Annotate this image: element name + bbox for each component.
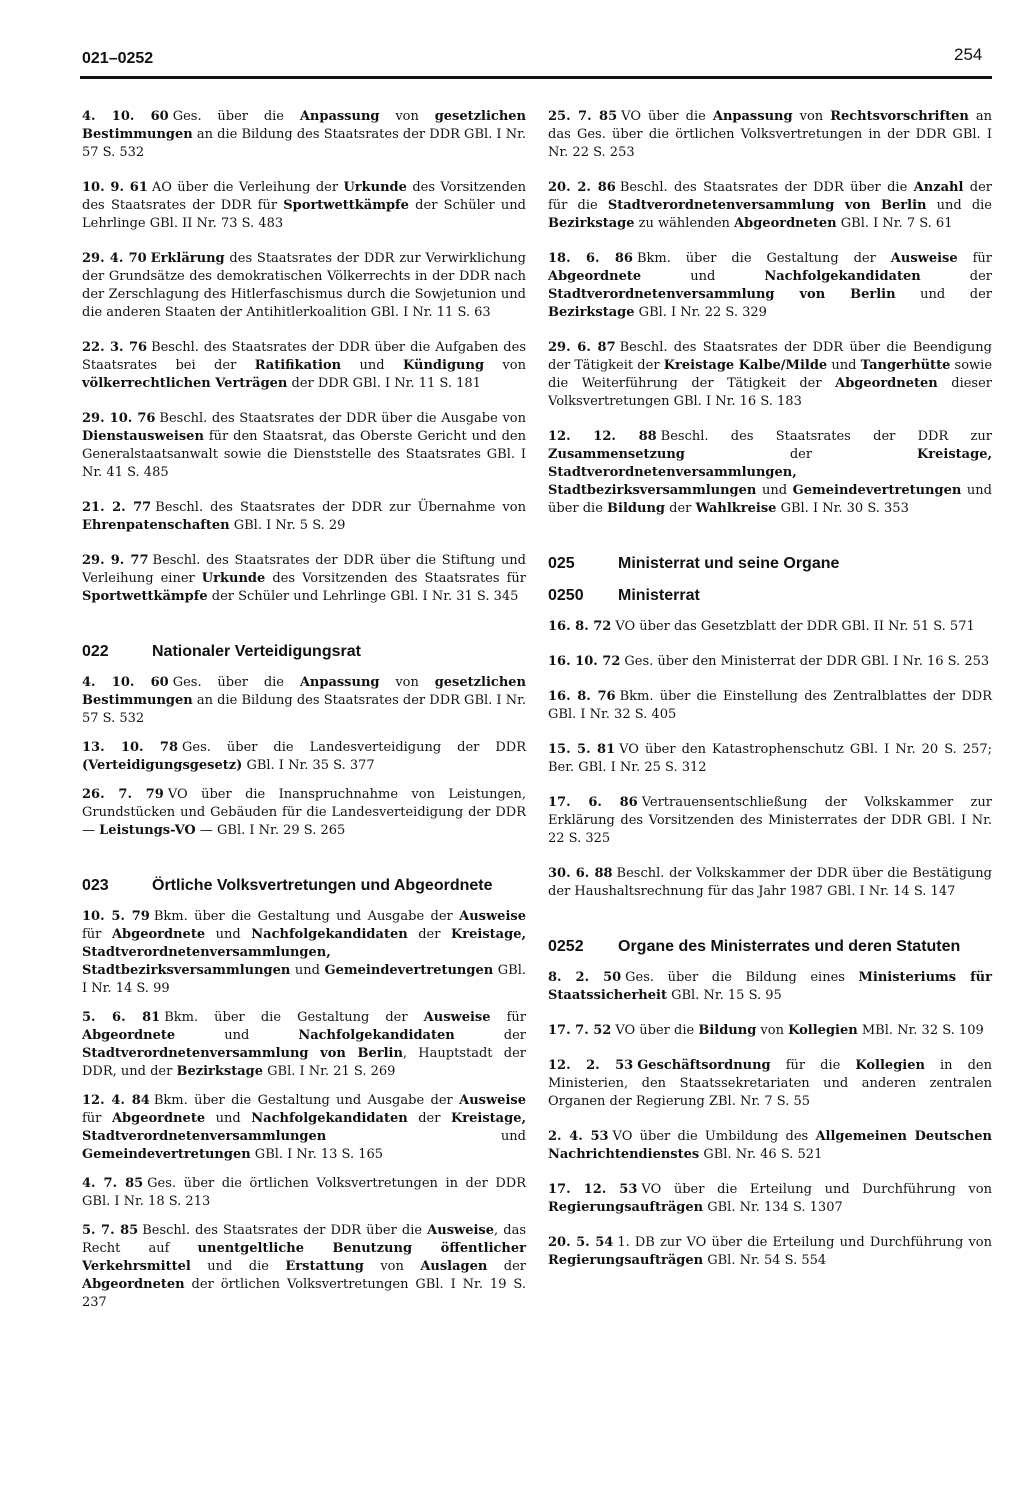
entry-text: des Vorsitzenden des Staatsrates der DDR für — [82, 180, 526, 213]
keyword: Abgeordneten — [835, 376, 938, 391]
entry-text: , Hauptstadt der DDR, und der — [82, 1046, 526, 1079]
entry-text: Ges. über den Ministerrat der DDR GBl. I Nr. 16 S. 253 — [624, 654, 990, 669]
entry-text: und — [175, 1028, 299, 1043]
keyword: Tangerhütte — [860, 358, 951, 373]
entry-list — [82, 674, 526, 840]
entry-text: VO über die — [621, 109, 713, 124]
entry-text: Beschl. des Staatsrates der DDR zur Übernahme von — [155, 500, 526, 515]
entry-date: 16. 10. 72 — [548, 654, 621, 669]
entry-date: 29. 9. 77 — [82, 553, 149, 568]
entry-text: Bkm. über die Gestaltung der — [164, 1010, 424, 1025]
entry-text: der für die — [548, 180, 992, 213]
entry-text: Bkm. über die Einstellung des Zentralblattes der DDR GBl. I Nr. 32 S. 405 — [548, 689, 992, 722]
keyword: Rechtsvorschriften — [830, 109, 969, 124]
entry-text: und — [326, 1129, 526, 1144]
law-entry — [548, 688, 992, 724]
entry-text: des Staatsrates der DDR zur Verwirklichung der Grundsätze des demokratischen Völkerrechts in der DDR nach der Zerschlagung des Hitlerfaschismus durch die Sowjetunion und die anderen Staaten der Antihitlerkoalition GBl. I Nr. 11 S. 63 — [82, 251, 526, 320]
entry-text: MBl. Nr. 32 S. 109 — [857, 1023, 984, 1038]
entry-text: VO über die Inanspruchnahme von Leistungen, Grundstücken und Gebäuden für die Landesverteidigung der DDR — — [82, 787, 526, 838]
law-entry — [82, 786, 526, 840]
entry-text: 1. DB zur VO über die Erteilung und Durchführung von — [617, 1235, 992, 1250]
section-title: Nationaler Verteidigungsrat — [152, 643, 361, 660]
entry-date: 5. 7. 85 — [82, 1223, 139, 1238]
entry-text: GBl. Nr. 15 S. 95 — [666, 988, 782, 1003]
keyword: Bildung — [698, 1023, 757, 1038]
law-entry — [548, 339, 992, 411]
keyword: Kreistage, Stadtverordnetenversammlungen — [82, 1111, 526, 1144]
entry-text: von — [756, 1023, 789, 1038]
entry-list — [548, 969, 992, 1270]
entry-date: 29. 10. 76 — [82, 411, 156, 426]
page-number: 254 — [954, 45, 983, 64]
keyword: Urkunde — [343, 180, 407, 195]
entry-date: 16. 8. 76 — [548, 689, 616, 704]
entry-date: 20. 5. 54 — [548, 1235, 614, 1250]
entry-text: Ges. über die örtlichen Volksvertretungen in der DDR GBl. I Nr. 18 S. 213 — [82, 1176, 526, 1209]
entry-text: an das Ges. über die örtlichen Volksvertretungen in der DDR GBl. I Nr. 22 S. 253 — [548, 109, 992, 160]
entry-text: für — [82, 1111, 112, 1126]
law-entry — [548, 865, 992, 901]
law-entry — [548, 1022, 992, 1040]
entry-text: zu wählenden — [634, 216, 735, 231]
keyword: Erstattung — [285, 1259, 364, 1274]
entry-date: 17. 12. 53 — [548, 1182, 638, 1197]
entry-text: , das Recht auf — [82, 1223, 526, 1256]
entry-date: 17. 6. 86 — [548, 795, 638, 810]
entry-text: Beschl. des Staatsrates der DDR über die — [142, 1223, 428, 1238]
law-entry — [82, 1222, 526, 1312]
right-column — [548, 108, 992, 1287]
section-heading-025 — [548, 554, 992, 574]
keyword: Ausweise — [459, 909, 526, 924]
law-entry — [82, 339, 526, 393]
entry-list — [548, 108, 992, 518]
law-entry — [548, 179, 992, 233]
running-header-range: 021–0252 — [82, 50, 154, 67]
law-entry — [82, 552, 526, 606]
entry-text: an die Bildung des Staatsrates der DDR GBl. I Nr. 57 S. 532 — [82, 127, 526, 160]
entry-text: VO über die — [615, 1023, 699, 1038]
entry-text: Beschl. des Staatsrates der DDR über die Stiftung und Verleihung einer — [82, 553, 526, 586]
entry-text: von — [363, 1259, 421, 1274]
entry-text: GBl. I Nr. 22 S. 329 — [634, 305, 767, 320]
keyword: Nachfolgekandidaten — [251, 927, 408, 942]
keyword: Abgeordnete — [111, 927, 206, 942]
law-entry — [548, 1181, 992, 1217]
entry-text: und — [827, 358, 861, 373]
entry-text: GBl. I Nr. 7 S. 61 — [836, 216, 953, 231]
entry-text: und — [641, 269, 765, 284]
entry-text: Beschl. des Staatsrates der DDR über die Beendigung der Tätigkeit der — [548, 340, 992, 373]
entry-text: von — [379, 675, 435, 690]
entry-text: Ges. über die — [172, 109, 300, 124]
keyword: Abgeordneten — [734, 216, 837, 231]
keyword: Erklärung — [150, 251, 225, 266]
law-entry — [548, 653, 992, 671]
entry-text: Bkm. über die Gestaltung und Ausgabe der — [153, 1093, 460, 1108]
law-entry — [82, 1009, 526, 1081]
law-entry — [82, 674, 526, 728]
entry-text: von — [484, 358, 526, 373]
entry-text: und — [205, 927, 252, 942]
entry-date: 22. 3. 76 — [82, 340, 148, 355]
entry-text: VO über den Katastrophenschutz GBl. I Nr. 20 S. 257; Ber. GBl. I Nr. 25 S. 312 — [548, 742, 992, 775]
keyword: Nachfolgekandidaten — [251, 1111, 408, 1126]
entry-date: 29. 6. 87 — [548, 340, 616, 355]
law-entry — [82, 499, 526, 535]
law-entry — [548, 1128, 992, 1164]
entry-text: der — [665, 501, 696, 516]
entry-text: Bkm. über die Gestaltung der — [636, 251, 891, 266]
keyword: Ausweise — [890, 251, 958, 266]
entry-text: VO über die Erteilung und Durchführung von — [641, 1182, 992, 1197]
keyword: Bildung — [607, 501, 665, 516]
entry-date: 10. 5. 79 — [82, 909, 150, 924]
entry-text: der örtlichen Volksvertretungen GBl. I Nr. 19 S. 237 — [82, 1277, 526, 1310]
entry-text: — GBl. I Nr. 29 S. 265 — [195, 823, 346, 838]
keyword: Regierungsaufträgen — [548, 1200, 704, 1215]
entry-date: 4. 7. 85 — [82, 1176, 144, 1191]
entry-list — [82, 908, 526, 1312]
law-entry — [82, 410, 526, 482]
entry-text: für — [957, 251, 992, 266]
keyword: Bezirkstage — [176, 1064, 264, 1079]
entry-date: 12. 2. 53 — [548, 1058, 634, 1073]
keyword: Sportwettkämpfe — [82, 589, 208, 604]
section-number: 025 — [548, 555, 575, 572]
entry-text: GBl. I Nr. 14 S. 99 — [82, 963, 526, 996]
entry-text: AO über die Verleihung der — [151, 180, 344, 195]
law-entry — [82, 739, 526, 775]
entry-text: der — [684, 447, 917, 462]
keyword: Urkunde — [201, 571, 266, 586]
section-title: Ministerrat und seine Organe — [618, 555, 840, 572]
entry-text: Beschl. des Staatsrates der DDR zur — [660, 429, 992, 444]
entry-date: 10. 9. 61 — [82, 180, 148, 195]
entry-text: Beschl. des Staatsrates der DDR über die Aufgaben des Staatsrates bei der — [82, 340, 526, 373]
keyword: Ehrenpatenschaften — [82, 518, 230, 533]
entry-date: 13. 10. 78 — [82, 740, 179, 755]
keyword: Geschäftsordnung — [637, 1058, 771, 1073]
keyword: Ausweise — [423, 1010, 491, 1025]
entry-text: für den Staatsrat, das Oberste Gericht und den Generalstaatsanwalt sowie die Dienststelle des Staatsrates GBl. I Nr. 41 S. 485 — [82, 429, 526, 480]
law-entry — [548, 618, 992, 636]
section-heading-0252 — [548, 937, 992, 957]
section-heading-0250 — [548, 586, 992, 606]
keyword: Stadtverordnetenversammlung von Berlin — [82, 1046, 403, 1061]
keyword: Ausweise — [427, 1223, 495, 1238]
keyword: Ratifikation — [254, 358, 342, 373]
entry-text: und — [290, 963, 325, 978]
keyword: Auslagen — [420, 1259, 488, 1274]
law-entry — [548, 969, 992, 1005]
section-heading-023 — [82, 876, 526, 896]
keyword: Anpassung — [299, 109, 380, 124]
keyword: Abgeordnete — [82, 1028, 176, 1043]
keyword: Kreistage Kalbe/Milde — [663, 358, 828, 373]
entry-date: 30. 6. 88 — [548, 866, 613, 881]
entry-date: 5. 6. 81 — [82, 1010, 161, 1025]
entry-text: VO über die Umbildung des — [612, 1129, 816, 1144]
entry-text: Bkm. über die Gestaltung und Ausgabe der — [153, 909, 460, 924]
entry-text: dieser Volksvertretungen GBl. I Nr. 16 S. 183 — [548, 376, 992, 409]
entry-text: GBl. I Nr. 13 S. 165 — [250, 1147, 384, 1162]
entry-text: in den Ministerien, den Staatssekretariaten und anderen zentralen Organen der Regierung ZBl. Nr. 7 S. 55 — [548, 1058, 992, 1109]
entry-date: 4. 10. 60 — [82, 109, 169, 124]
entry-text: VO über das Gesetzblatt der DDR GBl. II Nr. 51 S. 571 — [615, 619, 975, 634]
entry-date: 8. 2. 50 — [548, 970, 622, 985]
keyword: Kreistage, Stadtverordnetenversammlungen, Stadtbezirksversammlungen — [548, 447, 992, 498]
section-heading-022 — [82, 642, 526, 662]
entry-text: der DDR GBl. I Nr. 11 S. 181 — [287, 376, 481, 391]
keyword: Abgeordnete — [111, 1111, 206, 1126]
keyword: Kollegien — [788, 1023, 858, 1038]
entry-text: GBl. Nr. 54 S. 554 — [703, 1253, 827, 1268]
entry-date: 12. 12. 88 — [548, 429, 657, 444]
entry-date: 16. 8. 72 — [548, 619, 612, 634]
keyword: Abgeordneten — [82, 1277, 185, 1292]
keyword: Sportwettkämpfe — [283, 198, 409, 213]
entry-text: Ges. über die — [172, 675, 300, 690]
keyword: Bezirkstage — [548, 216, 635, 231]
entry-text: Vertrauensentschließung der Volkskammer zur Erklärung des Vorsitzenden des Ministerrates der DDR GBl. I Nr. 22 S. 325 — [548, 795, 992, 846]
header-rule — [80, 76, 992, 79]
entry-list — [548, 618, 992, 901]
keyword: Gemeindevertretungen — [324, 963, 494, 978]
entry-text: von — [792, 109, 831, 124]
entry-text: Ges. über die Landesverteidigung der DDR — [182, 740, 526, 755]
law-entry — [548, 1057, 992, 1111]
entry-text: Beschl. des Staatsrates der DDR über die — [619, 180, 914, 195]
entry-date: 18. 6. 86 — [548, 251, 633, 266]
keyword: gesetzlichen Bestimmungen — [82, 675, 526, 708]
entry-text: GBl. I Nr. 5 S. 29 — [229, 518, 346, 533]
entry-date: 25. 7. 85 — [548, 109, 618, 124]
keyword: Gemeindevertretungen — [82, 1147, 251, 1162]
keyword: Anpassung — [712, 109, 793, 124]
keyword: Ausweise — [459, 1093, 526, 1108]
law-entry — [82, 250, 526, 322]
keyword: Anpassung — [299, 675, 380, 690]
entry-text: und die — [926, 198, 992, 213]
entry-text: Ges. über die Bildung eines — [625, 970, 859, 985]
entry-text: für die — [770, 1058, 856, 1073]
entry-text: GBl. Nr. 134 S. 1307 — [703, 1200, 843, 1215]
entry-text: und die — [190, 1259, 286, 1274]
entry-text: der — [407, 1111, 451, 1126]
entry-text: und — [341, 358, 403, 373]
law-entry — [548, 1234, 992, 1270]
law-entry — [548, 741, 992, 777]
entry-text: GBl. I Nr. 21 S. 269 — [263, 1064, 396, 1079]
law-entry — [82, 908, 526, 998]
section-number: 022 — [82, 643, 109, 660]
keyword: Allgemeinen Deutschen Nachrichtendienstes — [548, 1129, 992, 1162]
entry-text: Beschl. der Volkskammer der DDR über die Bestätigung der Haushaltsrechnung für das Jahr 1987 GBl. I Nr. 14 S. 147 — [548, 866, 992, 899]
law-entry — [548, 250, 992, 322]
entry-text: und — [205, 1111, 252, 1126]
law-entry — [82, 179, 526, 233]
keyword: Kündigung — [403, 358, 485, 373]
keyword: Nachfolgekandidaten — [764, 269, 921, 284]
entry-text: der Schüler und Lehrlinge GBl. I Nr. 31 S. 345 — [207, 589, 519, 604]
entry-date: 2. 4. 53 — [548, 1129, 609, 1144]
entry-text: GBl. I Nr. 35 S. 377 — [242, 758, 375, 773]
entry-list — [82, 108, 526, 606]
keyword: Anzahl — [913, 180, 964, 195]
law-entry — [82, 108, 526, 162]
keyword: gesetzlichen Bestimmungen — [82, 109, 526, 142]
keyword: unentgeltliche Benutzung öffentlicher Verkehrsmittel — [82, 1241, 527, 1274]
section-title: Ministerrat — [618, 587, 700, 604]
keyword: (Verteidigungsgesetz) — [82, 758, 243, 773]
entry-text: der — [454, 1028, 526, 1043]
entry-date: 26. 7. 79 — [82, 787, 164, 802]
keyword: Abgeordnete — [548, 269, 642, 284]
keyword: Dienstausweisen — [82, 429, 204, 444]
keyword: Nachfolgekandidaten — [298, 1028, 455, 1043]
entry-text: für — [82, 927, 112, 942]
entry-date: 15. 5. 81 — [548, 742, 616, 757]
law-entry — [548, 428, 992, 518]
keyword: Kreistage, Stadtverordnetenversammlungen, Stadtbezirksversammlungen — [82, 927, 526, 978]
entry-date: 12. 4. 84 — [82, 1093, 150, 1108]
keyword: Kollegien — [855, 1058, 925, 1073]
left-column — [82, 108, 526, 1323]
section-number: 0250 — [548, 587, 584, 604]
law-entry — [82, 1175, 526, 1211]
entry-text: Beschl. des Staatsrates der DDR über die Ausgabe von — [159, 411, 526, 426]
entry-text: der — [487, 1259, 527, 1274]
keyword: Stadtverordnetenversammlung von Berlin — [607, 198, 927, 213]
entry-text: für — [490, 1010, 526, 1025]
entry-text: von — [379, 109, 435, 124]
keyword: Bezirkstage — [548, 305, 635, 320]
entry-date: 4. 10. 60 — [82, 675, 169, 690]
keyword: völkerrechtlichen Verträgen — [82, 376, 288, 391]
section-number: 023 — [82, 877, 109, 894]
section-title: Örtliche Volksvertretungen und Abgeordnete — [152, 877, 493, 894]
law-entry — [82, 1092, 526, 1164]
entry-date: 21. 2. 77 — [82, 500, 152, 515]
entry-text: an die Bildung des Staatsrates der DDR GBl. I Nr. 57 S. 532 — [82, 693, 526, 726]
keyword: Leistungs-VO — [99, 823, 196, 838]
entry-text: sowie die Weiterführung der Tätigkeit der — [548, 358, 993, 391]
entry-text: und der — [895, 287, 993, 302]
law-entry — [548, 108, 992, 162]
entry-text: und — [756, 483, 793, 498]
keyword: Regierungsaufträgen — [548, 1253, 704, 1268]
section-title: Organe des Ministerrates und deren Statuten — [618, 938, 961, 955]
entry-text: der — [920, 269, 992, 284]
entry-date: 29. 4. 70 — [82, 251, 147, 266]
entry-text: und über die — [548, 483, 992, 516]
entry-text: GBl. Nr. 46 S. 521 — [699, 1147, 823, 1162]
keyword: Ministeriums für Staatssicherheit — [548, 970, 992, 1003]
keyword: Wahlkreise — [695, 501, 777, 516]
keyword: Gemeindevertretungen — [792, 483, 962, 498]
entry-text: des Vorsitzenden des Staatsrates für — [265, 571, 526, 586]
entry-text: der — [407, 927, 451, 942]
entry-date: 20. 2. 86 — [548, 180, 616, 195]
keyword: Stadtverordnetenversammlung von Berlin — [548, 287, 896, 302]
keyword: Zusammensetzung — [548, 447, 685, 462]
entry-date: 17. 7. 52 — [548, 1023, 612, 1038]
section-number: 0252 — [548, 938, 584, 955]
law-entry — [548, 794, 992, 848]
entry-text: der Schüler und Lehrlinge GBl. II Nr. 73 S. 483 — [82, 198, 526, 231]
entry-text: GBl. I Nr. 30 S. 353 — [776, 501, 909, 516]
